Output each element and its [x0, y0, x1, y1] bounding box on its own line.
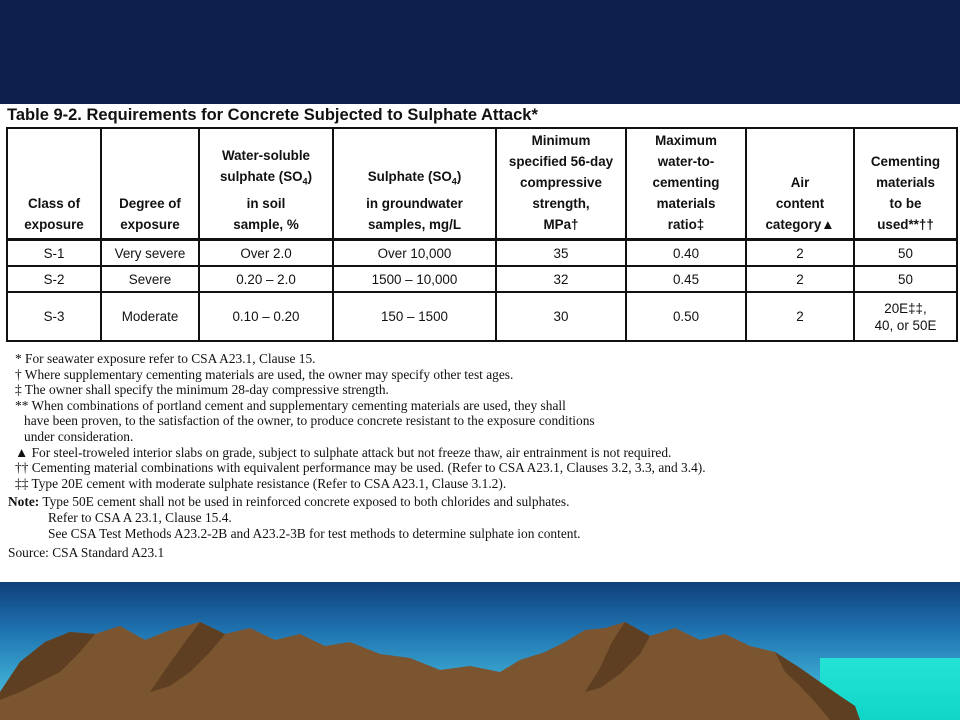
- column-header-line: category▲: [765, 217, 835, 232]
- column-header-line: MPa†: [543, 217, 579, 232]
- footnotes: [8, 351, 948, 561]
- note-label: Note:: [8, 494, 40, 510]
- table-cell: 0.50: [626, 292, 746, 341]
- source-line: Source: CSA Standard A23.1: [8, 545, 165, 561]
- column-header-line: Maximum: [655, 133, 717, 148]
- col-cementing-materials: [854, 128, 957, 240]
- table-cell: Over 10,000: [333, 240, 496, 267]
- table-cell: 20E‡‡, 40, or 50E: [854, 292, 957, 341]
- column-header-line: Air: [790, 175, 810, 190]
- col-soil-sulphate: [199, 128, 333, 240]
- column-header-line: exposure: [24, 217, 84, 232]
- table-cell: 0.40: [626, 240, 746, 267]
- table-body: [7, 240, 957, 342]
- table-cell: Very severe: [101, 240, 199, 267]
- column-header-line: Sulphate $(SO_4)$: [367, 169, 462, 187]
- mountain-shape: [0, 622, 860, 720]
- footnote: * For seawater exposure refer to CSA A23.1, Clause 15.: [15, 351, 316, 366]
- table-cell: 0.45: [626, 266, 746, 292]
- table-cell: 50: [854, 266, 957, 292]
- column-header-line: strength,: [532, 196, 590, 211]
- column-header-line: specified 56-day: [508, 154, 614, 169]
- col-air-content: [746, 128, 854, 240]
- column-header-line: exposure: [120, 217, 180, 232]
- col-groundwater-sulphate: [333, 128, 496, 240]
- table-row: [7, 240, 957, 267]
- column-header-line: used**††: [877, 217, 934, 232]
- table-row: [7, 266, 957, 292]
- table-cell: Moderate: [101, 292, 199, 341]
- mountain-range: [0, 582, 960, 720]
- note-block: [8, 494, 948, 541]
- column-header-line: Class of: [27, 196, 81, 211]
- note-line: Refer to CSA A 23.1, Clause 15.4.: [48, 509, 232, 525]
- footnote: †† Cementing material combinations with equivalent performance may be used. (Refer to CSA A23.1, Clauses 3.2, 3.3, and 3.4).: [15, 460, 706, 476]
- column-header-line: sulphate $(SO_4)$: [219, 169, 313, 187]
- table-cell: Severe: [101, 266, 199, 292]
- footnote: † Where supplementary cementing materials are used, the owner may specify other test ages.: [15, 366, 514, 382]
- footnote: ** When combinations of portland cement and supplementary cementing materials are used, they shall: [15, 397, 566, 413]
- column-header-line: Minimum: [531, 133, 591, 148]
- note-line: Type 50E cement shall not be used in reinforced concrete exposed to both chlorides and sulphates.: [42, 494, 570, 510]
- requirements-table: [6, 127, 958, 342]
- column-header-line: Water-soluble: [221, 148, 311, 164]
- table-cell: 30: [496, 292, 626, 341]
- footnote: ‡ The owner shall specify the minimum 28-day compressive strength.: [15, 382, 389, 398]
- column-header-line: cementing: [652, 175, 720, 190]
- table-cell: 2: [746, 292, 854, 341]
- table-cell: 32: [496, 266, 626, 292]
- table-cell: S-3: [7, 292, 101, 341]
- col-class-of-exposure: [7, 128, 101, 240]
- col-degree-of-exposure: [101, 128, 199, 240]
- column-header-line: content: [775, 196, 825, 211]
- footnote-continuation: under consideration.: [24, 428, 134, 444]
- column-header-line: in soil: [246, 196, 286, 211]
- table-cell: S-2: [7, 266, 101, 292]
- table-cell: 35: [496, 240, 626, 267]
- table-title: Table 9-2. Requirements for Concrete Subjected to Sulphate Attack*: [7, 106, 538, 124]
- column-header-line: to be: [889, 196, 922, 211]
- table-cell: 0.20 – 2.0: [199, 266, 333, 292]
- footnote: ‡‡ Type 20E cement with moderate sulphate resistance (Refer to CSA A23.1, Clause 3.1.2).: [15, 475, 507, 491]
- column-header-line: water-to-: [657, 154, 715, 169]
- table-cell: 0.10 – 0.20: [199, 292, 333, 341]
- column-header-line: compressive: [520, 175, 602, 190]
- column-header-line: sample, %: [233, 217, 299, 232]
- col-max-wcm-ratio: [626, 128, 746, 240]
- document-image: [0, 104, 960, 582]
- table-cell: 1500 – 10,000: [333, 266, 496, 292]
- top-navy-band: [0, 0, 960, 104]
- column-header-line: materials: [656, 196, 716, 211]
- footnote: ▲ For steel-troweled interior slabs on grade, subject to sulphate attack but not freeze thaw, air entrainment is not required.: [15, 444, 672, 460]
- table-cell: 2: [746, 266, 854, 292]
- column-header-line: samples, mg/L: [367, 217, 462, 232]
- table-cell: Over 2.0: [199, 240, 333, 267]
- table-header-row: [7, 128, 957, 240]
- column-header-line: Degree of: [119, 196, 181, 211]
- note-line: See CSA Test Methods A23.2-2B and A23.2-3B for test methods to determine sulphate ion content.: [48, 525, 581, 541]
- footnote-continuation: have been proven, to the satisfaction of the owner, to produce concrete resistant to the exposure conditions: [24, 413, 595, 429]
- column-header-line: materials: [876, 175, 935, 190]
- table-cell: 2: [746, 240, 854, 267]
- table-cell: 150 – 1500: [333, 292, 496, 341]
- table-cell: S-1: [7, 240, 101, 267]
- column-header-line: ratio‡: [667, 217, 705, 232]
- table-row: [7, 292, 957, 341]
- column-header-line: in groundwater: [366, 196, 463, 211]
- col-min-strength: [496, 128, 626, 240]
- column-header-line: Cementing: [870, 154, 941, 169]
- table-cell: 50: [854, 240, 957, 267]
